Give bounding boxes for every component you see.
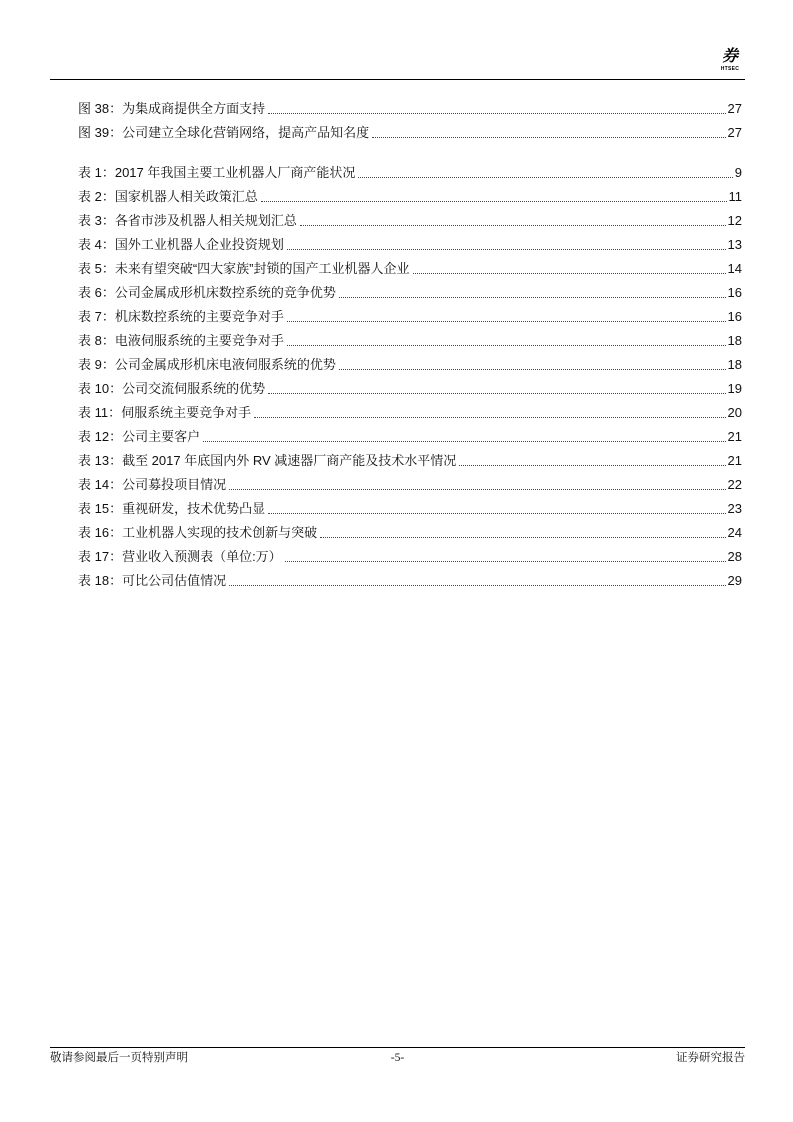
toc-entry-title: 表 6：公司金属成形机床数控系统的竞争优势 (78, 285, 336, 300)
toc-entry[interactable] (78, 524, 742, 548)
toc-entry-page: 11 (728, 189, 742, 204)
toc-entry-page: 16 (727, 309, 742, 324)
toc-entry[interactable] (78, 308, 742, 332)
toc-dot-leader (287, 249, 726, 250)
logo-mark: 券 (721, 48, 738, 65)
toc-entry-title: 表 4：国外工业机器人企业投资规划 (78, 237, 284, 252)
toc-dot-leader (254, 417, 725, 418)
toc-entry-title: 表 14：公司募投项目情况 (78, 477, 227, 492)
page-footer (50, 1050, 745, 1066)
toc-entry-page: 24 (727, 525, 742, 540)
toc-entry-page: 18 (727, 333, 742, 348)
toc-entry-title: 表 5：未来有望突破“四大家族”封锁的国产工业机器人企业 (78, 261, 410, 276)
toc-entry[interactable] (78, 212, 742, 236)
toc-entry-page: 27 (727, 101, 742, 116)
toc-entry-title: 表 16：工业机器人实现的技术创新与突破 (78, 525, 318, 540)
toc-dot-leader (268, 113, 725, 114)
toc-entry[interactable] (78, 500, 742, 524)
toc-entry-page: 13 (727, 237, 742, 252)
toc-entry[interactable] (78, 284, 742, 308)
toc-dot-leader (203, 441, 725, 442)
toc-dot-leader (287, 345, 726, 346)
table-of-contents (78, 100, 742, 596)
footer-divider (50, 1047, 745, 1048)
toc-dot-leader (285, 561, 726, 562)
toc-entry-title: 图 38：为集成商提供全方面支持 (78, 101, 266, 116)
toc-entry-page: 27 (727, 125, 742, 140)
toc-entry-title: 表 8：电液伺服系统的主要竞争对手 (78, 333, 284, 348)
toc-dot-leader (372, 137, 725, 138)
toc-entry-page: 19 (727, 381, 742, 396)
toc-entry[interactable] (78, 260, 742, 284)
toc-dot-leader (268, 393, 725, 394)
toc-dot-leader (300, 225, 726, 226)
toc-entry-title: 表 1：2017 年我国主要工业机器人厂商产能状况 (78, 165, 356, 180)
toc-entry-title: 表 18：可比公司估值情况 (78, 573, 227, 588)
toc-dot-leader (229, 489, 725, 490)
toc-dot-leader (229, 585, 725, 586)
toc-entry-title: 表 12：公司主要客户 (78, 429, 201, 444)
toc-entry[interactable] (78, 476, 742, 500)
toc-entry[interactable] (78, 164, 742, 188)
toc-entry[interactable] (78, 332, 742, 356)
toc-entry[interactable] (78, 356, 742, 380)
toc-entry-page: 14 (727, 261, 742, 276)
toc-entry-page: 20 (727, 405, 742, 420)
toc-entry[interactable] (78, 572, 742, 596)
toc-entry-page: 18 (727, 357, 742, 372)
toc-entry-title: 表 10：公司交流伺服系统的优势 (78, 381, 266, 396)
toc-dot-leader (261, 201, 727, 202)
toc-entry-title: 表 2：国家机器人相关政策汇总 (78, 189, 258, 204)
toc-dot-leader (320, 537, 725, 538)
toc-dot-leader (413, 273, 726, 274)
toc-entry-page: 21 (727, 429, 742, 444)
toc-entry-page: 28 (727, 549, 742, 564)
toc-entry[interactable] (78, 236, 742, 260)
toc-entry-title: 表 13：截至 2017 年底国内外 RV 减速器厂商产能及技术水平情况 (78, 453, 457, 468)
toc-entry[interactable] (78, 380, 742, 404)
toc-entry-title: 表 9：公司金属成形机床电液伺服系统的优势 (78, 357, 336, 372)
toc-dot-leader (459, 465, 725, 466)
toc-entry-title: 表 17：营业收入预测表（单位:万） (78, 549, 282, 564)
toc-entry[interactable] (78, 124, 742, 148)
header-divider (50, 79, 745, 80)
company-logo (715, 48, 745, 72)
toc-dot-leader (268, 513, 725, 514)
toc-dot-leader (358, 177, 732, 178)
footer-report-type: 证券研究报告 (676, 1052, 745, 1064)
toc-entry[interactable] (78, 188, 742, 212)
toc-entry-page: 16 (727, 285, 742, 300)
toc-entry[interactable] (78, 428, 742, 452)
toc-dot-leader (339, 297, 726, 298)
toc-tables-list (78, 164, 742, 596)
toc-entry-title: 表 3：各省市涉及机器人相关规划汇总 (78, 213, 297, 228)
toc-figures-list (78, 100, 742, 148)
toc-entry-title: 图 39：公司建立全球化营销网络，提高产品知名度 (78, 125, 370, 140)
logo-wordmark: HTSEC (720, 66, 740, 72)
toc-dot-leader (287, 321, 726, 322)
toc-entry-page: 29 (727, 573, 742, 588)
toc-entry-page: 23 (727, 501, 742, 516)
toc-entry-title: 表 15：重视研发，技术优势凸显 (78, 501, 266, 516)
toc-entry[interactable] (78, 404, 742, 428)
toc-entry[interactable] (78, 100, 742, 124)
toc-entry-page: 21 (727, 453, 742, 468)
toc-entry-title: 表 7：机床数控系统的主要竞争对手 (78, 309, 284, 324)
footer-disclaimer: 敬请参阅最后一页特别声明 (50, 1052, 188, 1064)
toc-dot-leader (339, 369, 726, 370)
footer-page-number: -5- (390, 1052, 405, 1064)
toc-entry[interactable] (78, 548, 742, 572)
toc-entry-title: 表 11：伺服系统主要竞争对手 (78, 405, 252, 420)
toc-entry-page: 12 (727, 213, 742, 228)
toc-entry[interactable] (78, 452, 742, 476)
toc-entry-page: 9 (734, 165, 742, 180)
toc-entry-page: 22 (727, 477, 742, 492)
